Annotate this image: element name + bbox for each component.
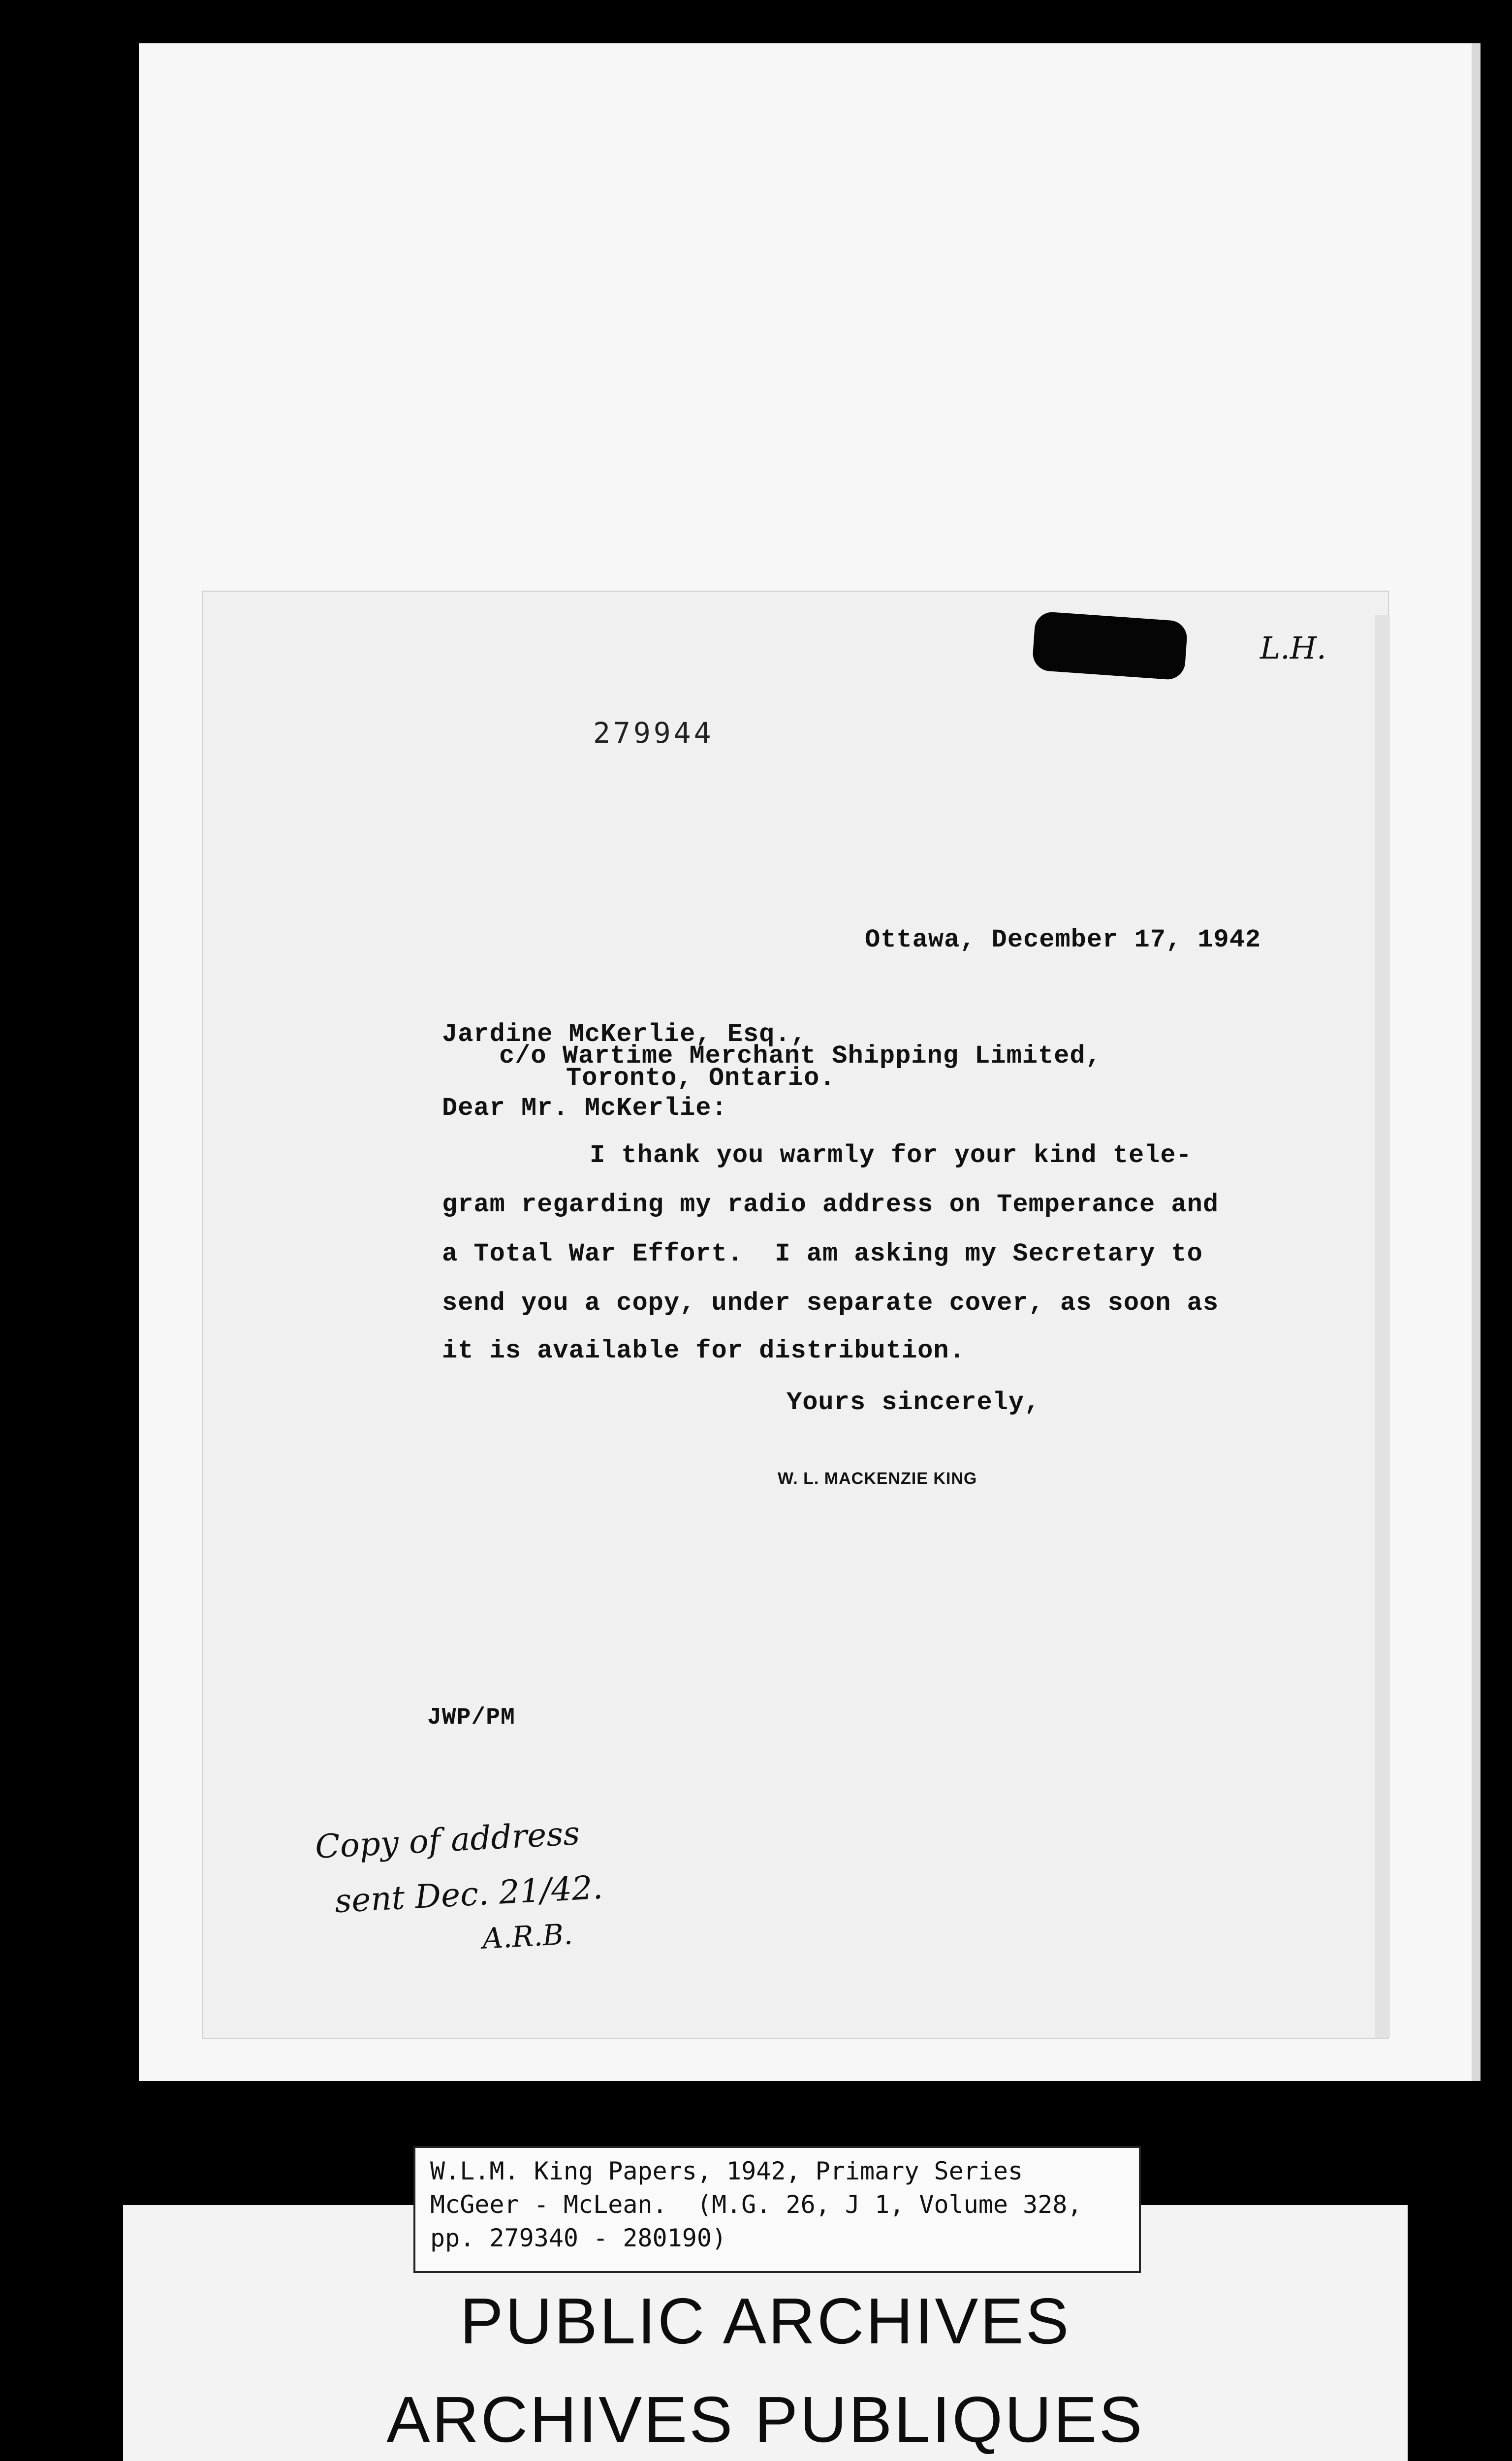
citation-line: W.L.M. King Papers, 1942, Primary Series <box>430 2157 1023 2185</box>
salutation: Dear Mr. McKerlie: <box>442 1094 727 1123</box>
page-number-stamp: 279944 <box>593 716 714 750</box>
handwritten-note-line: A.R.B. <box>481 1917 574 1956</box>
body-line: a Total War Effort. I am asking my Secretary to <box>442 1239 1203 1268</box>
body-line: I thank you warmly for your kind tele- <box>590 1141 1192 1170</box>
body-line: gram regarding my radio address on Temperance and <box>442 1190 1219 1219</box>
recipient-care-of: c/o Wartime Merchant Shipping Limited, <box>499 1041 1102 1071</box>
sheet-edge <box>1375 615 1390 2038</box>
handwritten-note-line: Copy of address <box>314 1814 581 1866</box>
closing: Yours sincerely, <box>787 1388 1040 1417</box>
corner-mark: L.H. <box>1260 630 1326 666</box>
citation-line: McGeer - McLean. (M.G. 26, J 1, Volume 328, <box>430 2190 1082 2219</box>
recipient-city: Toronto, Ontario. <box>566 1064 836 1093</box>
redaction-blot <box>1032 611 1188 680</box>
archives-title-en: PUBLIC ARCHIVES <box>460 2285 1071 2357</box>
board-edge <box>1472 43 1480 2081</box>
typist-initials: JWP/PM <box>427 1704 515 1731</box>
citation-label <box>413 2146 1141 2273</box>
handwritten-note-line: sent Dec. 21/42. <box>334 1868 604 1921</box>
archives-title-fr: ARCHIVES PUBLIQUES <box>386 2383 1144 2456</box>
body-line: send you a copy, under separate cover, as soon as <box>442 1289 1219 1318</box>
recipient-name: Jardine McKerlie, Esq., <box>442 1020 807 1049</box>
body-line: it is available for distribution. <box>442 1336 965 1365</box>
citation-line: pp. 279340 - 280190) <box>430 2224 727 2252</box>
date-line: Ottawa, December 17, 1942 <box>865 925 1261 954</box>
signature: W. L. MACKENZIE KING <box>778 1469 977 1488</box>
